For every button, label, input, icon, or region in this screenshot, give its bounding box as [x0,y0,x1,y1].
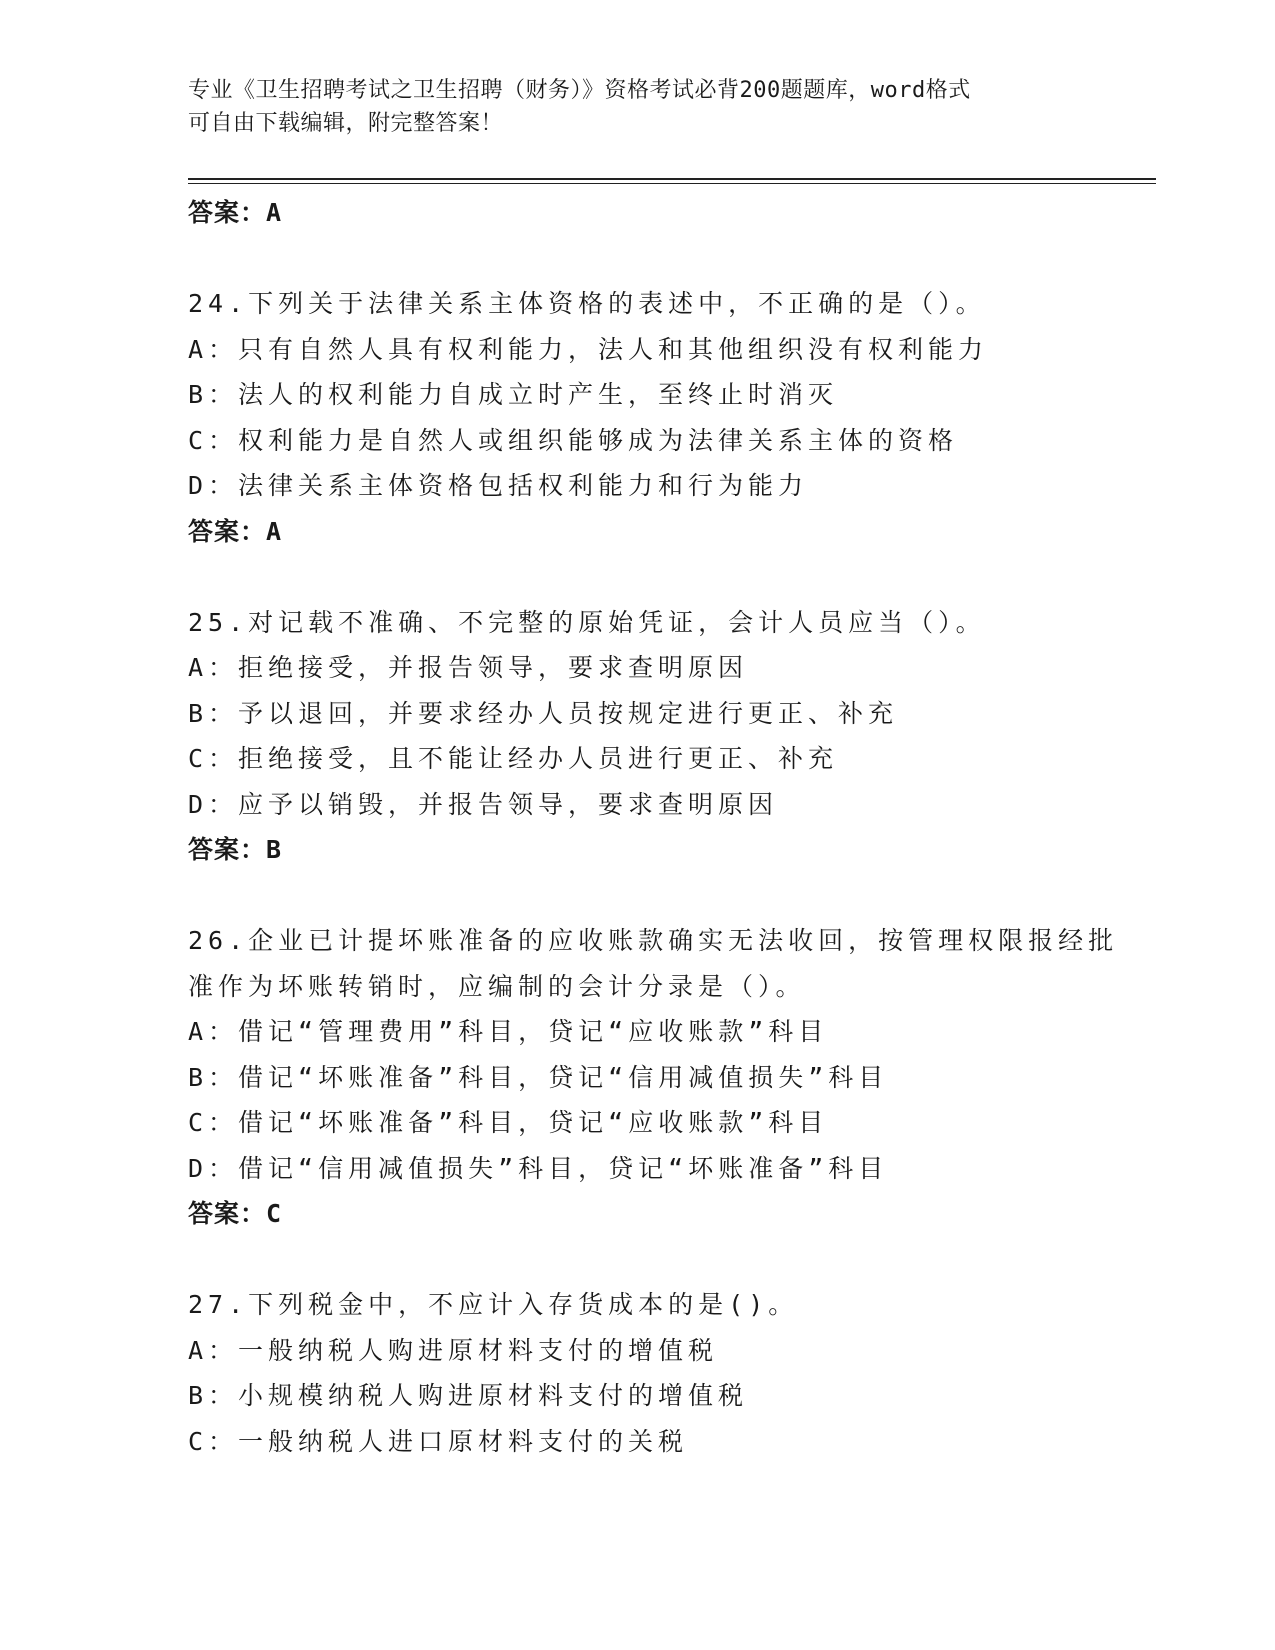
option-d: D：法律关系主体资格包括权利能力和行为能力 [188,471,809,500]
option-a: A：一般纳税人购进原材料支付的增值税 [188,1335,719,1365]
spacer [188,1237,1088,1283]
question-26 [188,918,1119,1237]
option-c: C：借记“坏账准备”科目，贷记“应收账款”科目 [188,1108,829,1137]
spacer [188,236,1088,282]
answer-label: 答案：B [188,835,283,864]
answer-label: 答案：A [188,516,283,546]
question-list [188,190,1119,1464]
option-d: D：应予以销毁，并报告领导，要求查明原因 [188,789,779,819]
header-line-2: 可自由下载编辑，附完整答案！ [188,111,504,136]
question-stem: 27.下列税金中，不应计入存货成本的是()。 [188,1290,799,1319]
previous-answer: 答案：A [188,198,283,227]
header-divider-thin [188,183,1156,184]
option-c: C：拒绝接受，且不能让经办人员进行更正、补充 [188,744,839,773]
option-c: C：一般纳税人进口原材料支付的关税 [188,1426,689,1456]
option-b: B：法人的权利能力自成立时产生，至终止时消灭 [188,380,839,409]
question-27 [188,1282,1088,1464]
spacer [188,554,1088,600]
answer-label: 答案：C [188,1199,283,1228]
option-b: B：予以退回，并要求经办人员按规定进行更正、补充 [188,698,899,728]
option-c: C：权利能力是自然人或组织能够成为法律关系主体的资格 [188,425,959,455]
question-24 [188,281,1088,554]
option-a: A：拒绝接受，并报告领导，要求查明原因 [188,653,749,682]
question-25 [188,600,1088,873]
option-b: B：小规模纳税人购进原材料支付的增值税 [188,1381,749,1410]
option-a: A：借记“管理费用”科目，贷记“应收账款”科目 [188,1017,829,1046]
option-b: B：借记“坏账准备”科目，贷记“信用减值损失”科目 [188,1062,889,1092]
option-d: D：借记“信用减值损失”科目，贷记“坏账准备”科目 [188,1153,889,1183]
question-stem-line-2: 准作为坏账转销时，应编制的会计分录是（）。 [188,971,806,1001]
header-line-1: 专业《卫生招聘考试之卫生招聘（财务）》资格考试必背200题题库，word格式 [188,78,971,103]
option-a: A：只有自然人具有权利能力，法人和其他组织没有权利能力 [188,334,989,364]
header-divider-thick [188,178,1156,180]
question-stem: 24.下列关于法律关系主体资格的表述中，不正确的是（）。 [188,289,986,318]
spacer [188,873,1088,919]
question-stem: 25.对记载不准确、不完整的原始凭证，会计人员应当（）。 [188,607,986,637]
document-header [188,74,1088,140]
question-stem-line-1: 26.企业已计提坏账准备的应收账款确实无法收回，按管理权限报经批 [188,926,1119,955]
